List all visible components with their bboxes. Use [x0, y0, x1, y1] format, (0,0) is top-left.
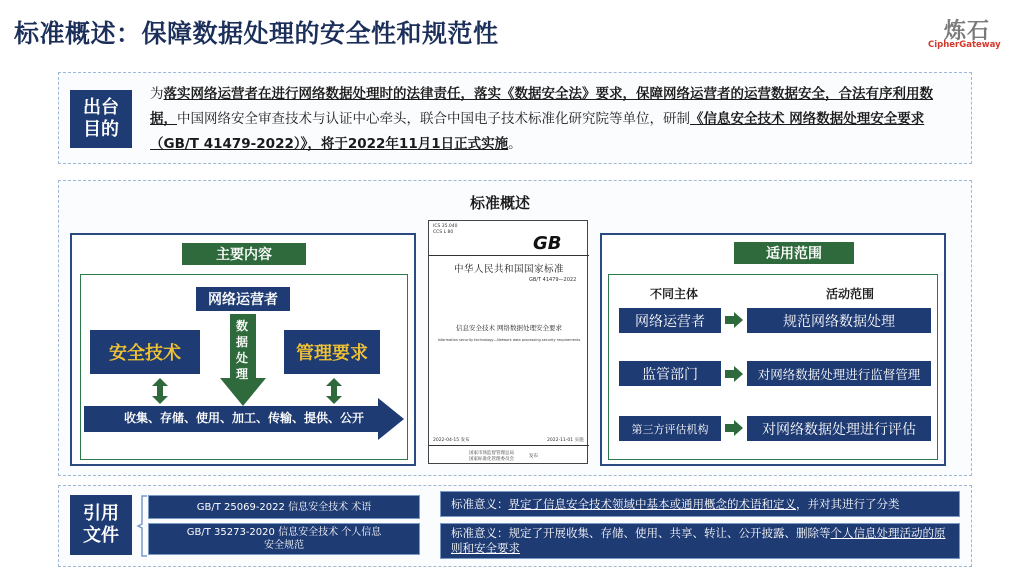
security-tech-box: 安全技术 [90, 330, 200, 374]
arrow-right-icon [725, 420, 743, 436]
overview-title: 标准概述 [470, 194, 531, 212]
scope-activity-third-party: 对网络数据处理进行评估 [747, 416, 931, 441]
purpose-text [150, 82, 950, 157]
meaning-highlight: 个人信息处理活动的原则和安全要求 [451, 526, 946, 555]
doc-title-en: Information security technology—Network data processing security requirements [437, 338, 581, 342]
data-processing-char: 数 [235, 319, 248, 333]
data-processing-label [230, 318, 254, 382]
arrow-right-icon [725, 366, 743, 382]
purpose-text-end: 。 [508, 136, 522, 152]
reference-meaning-pi-spec [440, 523, 960, 559]
main-content-header: 主要内容 [182, 243, 306, 265]
doc-ics-code: ICS 35.040 [433, 224, 458, 229]
standard-document [428, 220, 588, 464]
purpose-text-standard: 《信息安全技术 网络数据处理安全要求（GB/T 41479-2022）》，将于2022年11月1日正式实施 [150, 111, 925, 152]
doc-issuer: 国家标准化管理委员会 [469, 457, 514, 462]
scope-activity-operator: 规范网络数据处理 [747, 308, 931, 333]
brand-logo-subtext: CipherGateway [928, 40, 1001, 50]
meaning-highlight: 界定了信息安全技术领域中基本或通用概念的术语和定义 [508, 496, 796, 511]
arrow-right-icon [725, 312, 743, 328]
scope-subject-third-party: 第三方评估机构 [619, 416, 721, 441]
doc-number: GB/T 41479—2022 [529, 277, 577, 283]
reference-doc-pi-spec: GB/T 35273-2020 信息安全技术 个人信息安全规范 [148, 523, 420, 555]
doc-issuer-suffix: 发布 [529, 454, 538, 459]
reference-doc-terms: GB/T 25069-2022 信息安全技术 术语 [148, 495, 420, 519]
brand-logo-text: 炼石 [944, 19, 991, 44]
scope-col-subject: 不同主体 [650, 287, 699, 301]
purpose-text-goal: 落实网络运营者在进行网络数据处理时的法律责任，落实《数据安全法》要求，保障网络运营者的运营数据安全，合法有序利用数据， [150, 86, 933, 127]
reference-meaning-terms [440, 491, 960, 517]
scope-subject-operator: 网络运营者 [619, 308, 721, 333]
purpose-text-intro: 为 [150, 86, 164, 102]
bracket-icon [136, 494, 148, 558]
doc-rule [429, 445, 589, 446]
data-processing-char: 处 [235, 351, 248, 365]
meaning-suffix: ，并对其进行了分类 [796, 496, 900, 511]
data-processing-char: 理 [235, 367, 248, 381]
doc-title-cn: 信息安全技术 网络数据处理安全要求 [455, 324, 563, 332]
operator-box: 网络运营者 [196, 287, 290, 311]
data-processing-char: 据 [235, 335, 248, 349]
scope-subject-regulator: 监管部门 [619, 361, 721, 386]
meaning-prefix: 标准意义： [451, 496, 509, 511]
meaning-prefix: 标准意义：规定了开展收集、存储、使用、共享、转让、公开披露、删除等 [451, 526, 831, 540]
page-title: 标准概述：保障数据处理的安全性和规范性 [14, 19, 499, 48]
doc-implement-date: 2022-11-01 实施 [547, 438, 584, 443]
doc-national-title: 中华人民共和国国家标准 [453, 264, 564, 275]
doc-issuer: 国家市场监督管理总局 [469, 451, 514, 456]
doc-ccs-code: CCS L 80 [433, 230, 454, 235]
scope-col-activity: 活动范围 [826, 287, 875, 301]
doc-rule [429, 255, 589, 256]
purpose-text-org: 中国网络安全审查技术与认证中心牵头，联合中国电子技术标准化研究院等单位，研制 [177, 111, 690, 127]
mgmt-req-box: 管理要求 [284, 330, 380, 374]
doc-gb-logo: GB [533, 233, 562, 254]
scope-header: 适用范围 [734, 242, 854, 264]
scope-activity-regulator: 对网络数据处理进行监督管理 [747, 361, 931, 386]
references-label: 引用文件 [70, 495, 132, 555]
purpose-label: 出台目的 [70, 90, 132, 148]
doc-publish-date: 2022-04-15 发布 [433, 438, 470, 443]
flow-label: 收集、存储、使用、加工、传输、提供、公开 [124, 411, 365, 425]
